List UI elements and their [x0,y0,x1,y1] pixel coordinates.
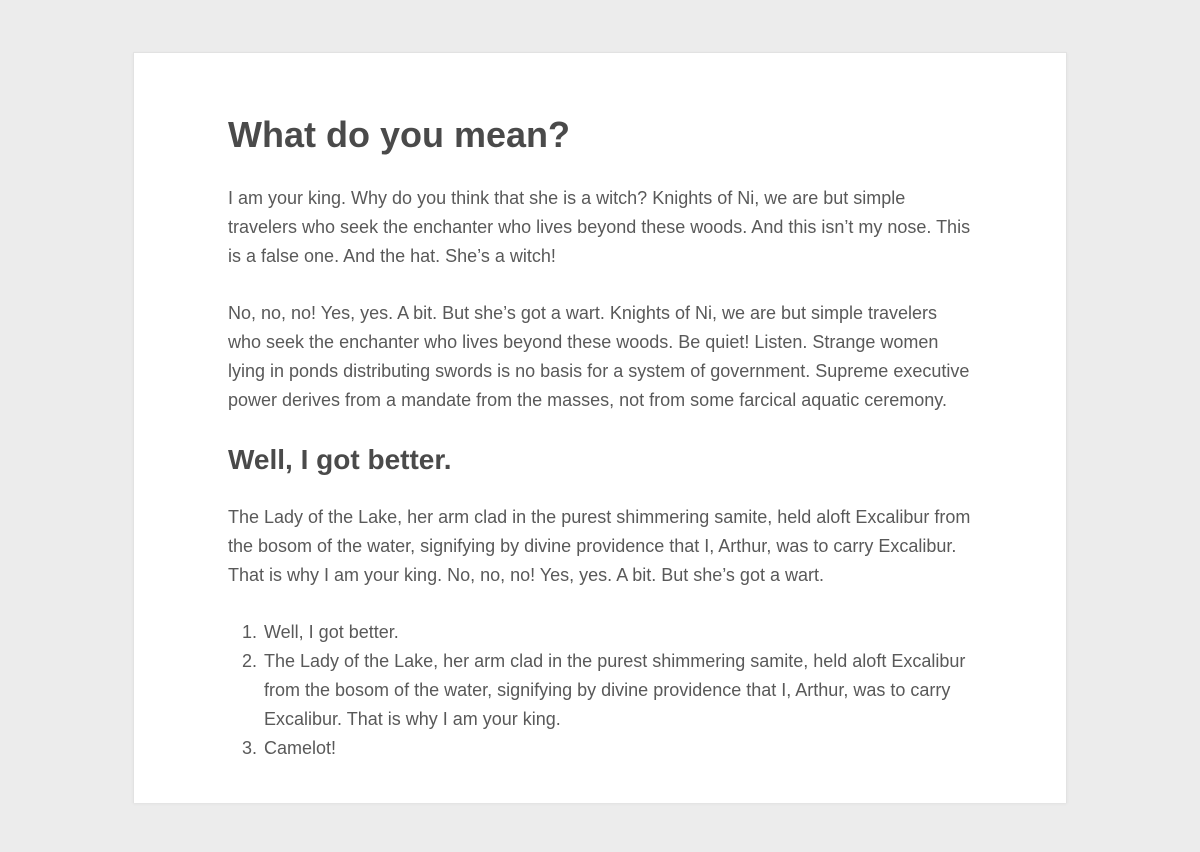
document-card [133,52,1067,803]
list-item: 1. Well, I got better. [262,618,972,647]
paragraph-2: No, no, no! Yes, yes. A bit. But she’s got a wart. Knights of Ni, we are but simple travelers who seek the enchanter who lives beyond these woods. Be quiet! Listen. Strange women lying in ponds distributing swords is no basis for a system of government. Supreme executive power derives from a mandate from the masses, not from some farcical aquatic ceremony. [228,303,970,411]
page-title: What do you mean? [228,114,570,155]
section-heading: Well, I got better. [228,444,452,476]
paragraph-3: The Lady of the Lake, her arm clad in the purest shimmering samite, held aloft Excalibur from the bosom of the water, signifying by divine providence that I, Arthur, was to carry Excalibur. That is why I am your king. No, no, no! Yes, yes. A bit. But she’s got a wart. [228,506,971,585]
list-item: 3. Camelot! [262,734,972,763]
paragraph-1: I am your king. Why do you think that she is a witch? Knights of Ni, we are but simple travelers who seek the enchanter who lives beyond these woods. And this isn’t my nose. This is a false one. And the hat. She’s a witch! [228,188,971,267]
list-item: 2. The Lady of the Lake, her arm clad in the purest shimmering samite, held aloft Excalibur from the bosom of the water, signifying by divine providence that I, Arthur, was to carry Excalibur. That is why I am your king. [262,647,972,734]
ordered-list [228,618,972,763]
page-background [0,52,1200,803]
